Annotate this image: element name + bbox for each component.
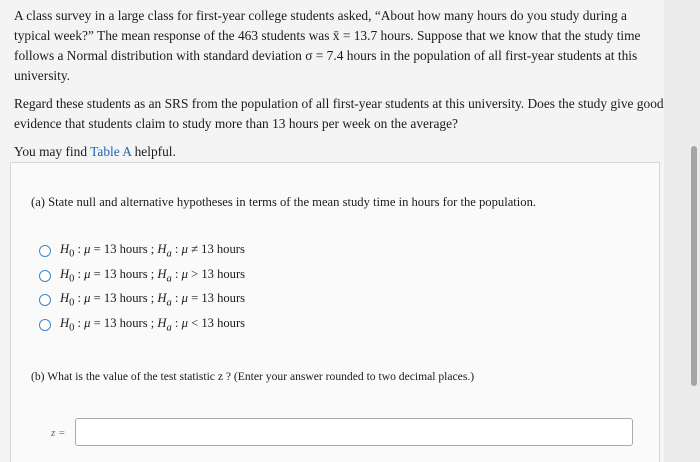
part-a-question: (a) State null and alternative hypotheses in terms of the mean study time in hours for the population. (31, 195, 537, 209)
z-label: z = (51, 427, 66, 439)
hint-suffix: helpful. (131, 144, 176, 159)
option-label: $H_0$ : μ = 13 hours ; $H_a$ : μ > 13 hours (60, 266, 246, 285)
scrollbar-thumb[interactable] (691, 146, 697, 386)
hypothesis-option-2[interactable] (39, 264, 245, 289)
question-panel (10, 162, 660, 462)
option-label: $H_0$ : μ = 13 hours ; $H_a$ : μ < 13 hours (60, 315, 246, 334)
radio-button[interactable] (39, 294, 51, 306)
part-b-question: (b) What is the value of the test statistic z ? (Enter your answer rounded to two decimal places.) (31, 370, 475, 383)
z-answer-input[interactable] (75, 418, 633, 446)
radio-button[interactable] (39, 245, 51, 257)
hypothesis-option-1[interactable] (39, 239, 245, 264)
scrollbar-track[interactable] (664, 0, 700, 462)
radio-button[interactable] (39, 270, 51, 282)
hint-line (14, 142, 664, 162)
hypothesis-option-4[interactable] (39, 313, 245, 338)
problem-statement (14, 6, 664, 170)
hypothesis-options (39, 239, 245, 337)
hint-prefix: You may find (14, 144, 91, 159)
option-label: $H_0$ : μ = 13 hours ; $H_a$ : μ ≠ 13 hours (60, 242, 245, 260)
problem-paragraph-2: Regard these students as an SRS from the population of all first-year students at this university. Does the study give good evidence that students claim to study more than 13 hours per week on the average? (14, 96, 664, 131)
radio-button[interactable] (39, 319, 51, 331)
problem-paragraph-1: A class survey in a large class for first-year college students asked, “About how many hours do you study during a typical week?” The mean response of the 463 students was x̄ = 13.7 hours. Suppose that we know that the study time follows a Normal distribution with standard deviation σ = 7.4 hours in the population of all first-year students at this university. (14, 8, 641, 83)
table-a-link[interactable]: Table A (90, 144, 132, 159)
option-label: $H_0$ : μ = 13 hours ; $H_a$ : μ = 13 hours (60, 291, 246, 309)
hypothesis-option-3[interactable] (39, 288, 245, 313)
